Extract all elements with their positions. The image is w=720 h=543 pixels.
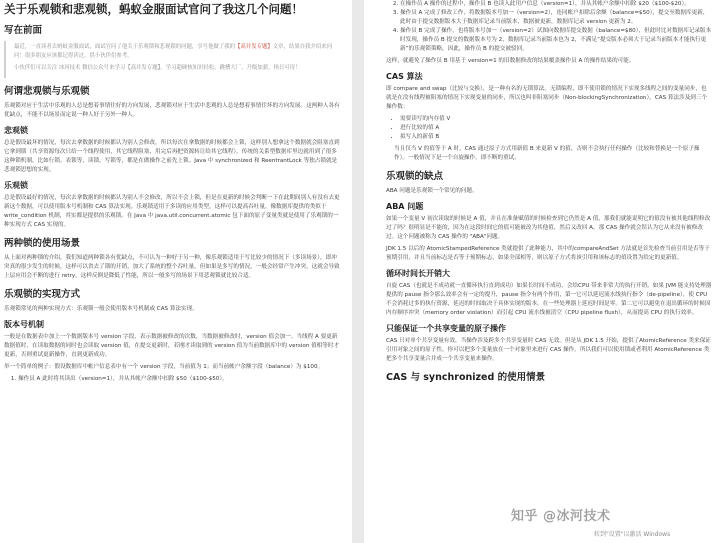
pessimistic-paragraph: 总是假设最坏的情况，每次去拿数据的时候都认为别人会修改，所以每次在拿数据的时候都会上锁，这样别人想拿这个数据就会阻塞直到它拿到锁（共享资源每次只给一个线程使用，其它线程阻塞，用完后再把资源转让给其它线程）。传统的关系型数据库里边就用到了很多这种锁机制，比如行锁，表锁等，读锁，写锁等，都是在做操作之前先上锁。Java 中 synchronized 和 ReentrantLock 等独占锁就是悲观锁思想的实现。 xyxy=(4,140,340,173)
version-conclusion: 这样，就避免了操作员 B 用基于 version=1 的旧数据修改的结果覆盖操作员 A 的操作结果的可能。 xyxy=(386,58,635,64)
optimistic-paragraph: 总是假设最好的情况，每次去拿数据的时候都认为别人不会修改，所以不会上锁，但是在更新的时候会判断一下在此期间别人有没有去更新这个数据，可以使用版本号机制和 CAS 算法实现。乐观锁适用于多读的应用类型，这样可以提高吞吐量，像数据库提供的类似于 write_condition 机制，其实都是提供的乐观锁。在 Java 中 java.util.concurrent.atomic 包下面的原子变量类就是使用了乐观锁的一种实现方式 CAS 实现的。 xyxy=(4,195,340,228)
subheading-version: 版本号机制 xyxy=(4,320,44,329)
list-item: 4. 操作员 B 完成了操作，也将版本号加一（version=2）试图向数据库提交数据（balance=$80），但此时比对数据库记录版本时发现，操作员 B 提交的数据版本号为 2，数据库记录当前版本也为 2，不满足“提交版本必须大于记录当前版本才能执行更新”的乐观锁策略，因此，操作员 B 的提交被驳回。 xyxy=(400,27,712,54)
version-example: 举一个简单的例子：假设数据库中帐户信息表中有一个 version 字段，当前值为 1；而当前帐户余额字段（balance）为 $100。 xyxy=(4,364,324,370)
section-heading-cas-sync: CAS 与 synchronized 的使用情景 xyxy=(386,372,546,383)
section-heading-usage: 两种锁的使用场景 xyxy=(4,238,81,249)
section-heading-drawbacks: 乐观锁的缺点 xyxy=(386,171,444,182)
list-item: • 进行比较的值 A xyxy=(400,124,712,133)
version-paragraph: 一般是在数据表中加上一个数据版本号 version 字段，表示数据被修改的次数，当数据被修改时，version 值会加一。当线程 A 要更新数据值时，在读取数据的同时也会读取 version 值，在提交更新时，若刚才读取到的 version 值为当前数据库中的 version 值相等时才更新，否则重试更新操作，直到更新成功。 xyxy=(4,334,340,358)
impl-paragraph: 乐观锁常见的两种实现方式：乐观锁一般会使用版本号机制或 CAS 算法实现。 xyxy=(4,306,198,312)
page-left xyxy=(0,0,352,543)
aba-paragraph-2: JDK 1.5 以后的 AtomicStampedReference 类就提供了此种能力，其中的compareAndSet 方法就是首先检查当前引用是否等于预期引用，并且当前标志是否等于预期标志，如果全部相等，则以原子方式将该引用和该标志的值设置为给定的更新值。 xyxy=(386,246,710,261)
article-title: 关于乐观锁和悲观锁，蚂蚁金服面试官问了我这几个问题！ xyxy=(4,2,303,16)
cas-operands-list xyxy=(386,115,712,142)
subheading-cas: CAS 算法 xyxy=(386,72,423,81)
drawbacks-paragraph: ABA 问题是乐观锁一个常见的问题。 xyxy=(386,188,478,194)
subheading-aba: ABA 问题 xyxy=(386,202,424,211)
aba-paragraph: 如果一个变量 V 初次读取的时候是 A 值，并且在准备赋值的时候检查到它仍然是 A 值，那我们就能说明它的值没有被其他线程修改过了吗？很明显是不能的，因为在这段时间它的值可能被改为其他值，然后又改回 A，那 CAS 操作就会误认为它从来没有被修改过。这个问题被称为 CAS 操作的 "ABA"问题。 xyxy=(386,216,711,240)
quote-text-post: 文章，结果自我介绍来问问！很多朋友应该都记得读过，供小伙伴们参考。 xyxy=(14,44,333,59)
intro-quote xyxy=(4,41,342,78)
subheading-spin: 循环时间长开销大 xyxy=(386,269,450,278)
spin-paragraph: 自旋 CAS（也就是不成功就一直循环执行直到成功）如果长时间不成功，会给CPU 带来非常大的执行开销。如果 JVM 能支持处理器提供的 pause 指令那么效率会有一定的提升，pause 指令有两个作用，第一它可以延迟流水线执行指令（de-pipeline），使 CPU 不会消耗过多的执行资源，延迟的时间取决于具体实现的版本，在一些处理器上延迟时间是零。第二它可以避免在退出循环的时候因内存顺序冲突（memory order violation）而引起 CPU 流水线被清空（CPU pipeline flush），从而提高 CPU 的执行效率。 xyxy=(386,283,712,316)
quote-paragraph-2: 小伙伴们可以关注 冰河技术 微信公众号来学习【高并发专题】，学习超硬核知识轻松，跳槽大厂，升级加薪，指日可待！ xyxy=(14,65,301,71)
quote-text-pre: 最近，一直读者去蚂蚁金服面试，面试官问了他关于乐观锁和悲观锁的问题，享号他做了我的 xyxy=(14,44,236,50)
zhihu-watermark: 知乎 @冰河技术 xyxy=(511,509,611,524)
single-var-paragraph: CAS 只对单个共享变量有效，当操作涉及跨多个共享变量时 CAS 无效。但是从 JDK 1.5 开始，提供了AtomicReference 类来保证引用对象之间的原子性，你可以把多个变量放在一个对象里来进行 CAS 操作。所以我们可以使用锁或者利用 AtomicReference 类把多个共享变量合并成一个共享变量来操作。 xyxy=(386,338,711,362)
list-item: • 需要读写的内存值 V xyxy=(400,115,712,124)
usage-paragraph: 从上面对两种锁的介绍，我们知道两种锁各有优缺点，不可认为一种好于另一种，像乐观锁适用于写比较少的情况下（多读场景），即冲突真的很少发生的时候，这样可以省去了锁的开销，加大了系统的整个吞吐量。但如果是多写的情况，一般会经常产生冲突，这就会导致上层应用会不断的进行 retry，这样反倒是降低了性能，所以一般多写的场景下用悲观锁就比较合适。 xyxy=(4,255,340,279)
cas-paragraph: 即 compare and swap（比较与交换），是一种有名的无锁算法。无锁编程，即不使用锁的情况下实现多线程之间的变量同步，也就是在没有线程被阻塞的情况下实现变量的同步，所以也叫非阻塞同步（Non-blockingSynchronization）。CAS 算法涉及到三个操作数： xyxy=(386,86,708,110)
section-heading-intro: 写在前面 xyxy=(4,25,43,36)
list-item: 2. 在操作员 A 操作的过程中，操作员 B 也读入此用户信息（version=1），并从其帐户余额中扣除 $20（$100-$20）。 xyxy=(400,0,712,9)
series-link[interactable]: 【高并发专题】 xyxy=(235,44,273,50)
page-right xyxy=(364,0,720,543)
page-gutter xyxy=(352,0,364,543)
cas-tail-paragraph: 当且仅当 V 的值等于 A 时，CAS 通过原子方式用新值 B 来更新 V 的值，否则不会执行任何操作（比较和替换是一个原子操作）。一般情况下是一个自旋操作，即不断的重试。 xyxy=(394,146,700,161)
subheading-single-var: 只能保证一个共享变量的原子操作 xyxy=(386,324,506,333)
subheading-optimistic: 乐观锁 xyxy=(4,181,28,190)
section-heading-what: 何谓悲观锁与乐观锁 xyxy=(4,86,90,97)
windows-activation-notice: 转到"设置"以激活 Windows xyxy=(594,531,671,538)
list-item: 1. 操作员 A 此时将其读出（version=1），并从其帐户余额中扣除 $50（$100-$50）。 xyxy=(18,375,342,384)
section-heading-impl: 乐观锁的实现方式 xyxy=(4,289,81,300)
list-item: 3. 操作员 A 完成了修改工作，将数据版本号加一（version=2），连同帐户扣除后余额（balance=$50），提交至数据库更新，此时由于提交数据版本大于数据库记录当前版本，数据被更新，数据库记录 version 更新为 2。 xyxy=(400,9,712,27)
what-paragraph: 乐观锁对应于生活中乐观的人总是想着事情往好的方向发展，悲观锁对应于生活中悲观的人总是想着事情往坏的方向发展。这两种人各有优缺点，不能不以场景而定说一种人好于另外一种人。 xyxy=(4,103,340,118)
version-steps-list xyxy=(4,375,342,384)
subheading-pessimistic: 悲观锁 xyxy=(4,126,28,135)
quote-paragraph-1 xyxy=(14,43,342,61)
version-steps-continued xyxy=(386,0,712,54)
list-item: • 拟写入的新值 B xyxy=(400,133,712,142)
